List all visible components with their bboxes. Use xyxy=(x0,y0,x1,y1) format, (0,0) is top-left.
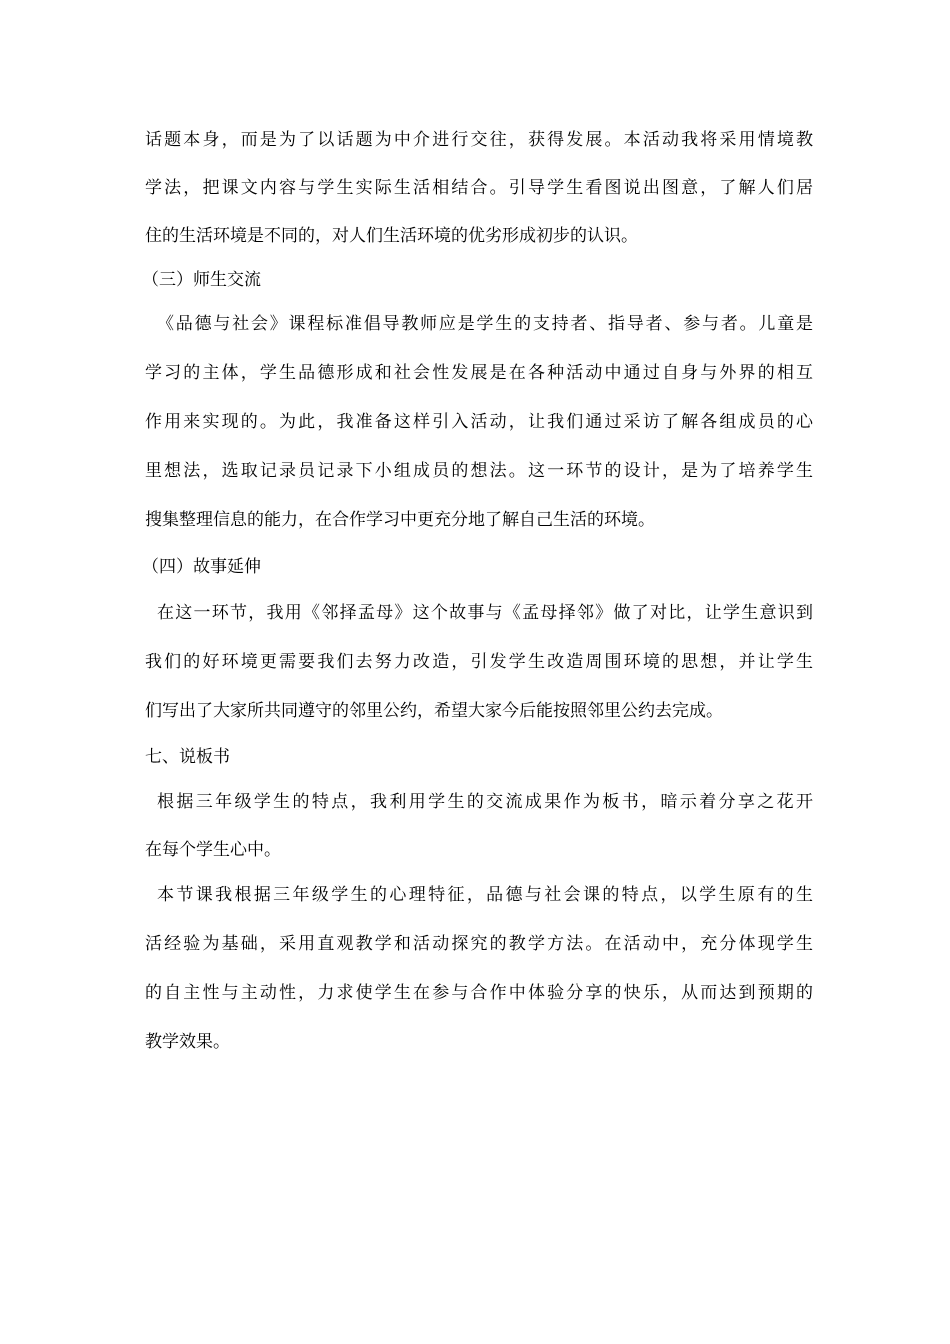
paragraph-1-line-1: 话题本身，而是为了以话题为中介进行交往，获得发展。本活动我将采用情境教 xyxy=(145,130,813,150)
paragraph-3-line-1: 在这一环节，我用《邻择孟母》这个故事与《孟母择邻》做了对比，让学生意识到 xyxy=(157,603,813,623)
section-heading-blackboard-design: 七、说板书 xyxy=(145,747,230,767)
paragraph-1-line-3: 住的生活环境是不同的，对人们生活环境的优劣形成初步的认识。 xyxy=(145,226,638,246)
paragraph-2-line-4: 里想法，选取记录员记录下小组成员的想法。这一环节的设计，是为了培养学生 xyxy=(145,461,813,481)
section-heading-teacher-student-exchange: （三）师生交流 xyxy=(142,270,261,290)
paragraph-5-line-3: 的自主性与主动性，力求使学生在参与合作中体验分享的快乐，从而达到预期的 xyxy=(145,983,813,1003)
paragraph-3-line-3: 们写出了大家所共同遵守的邻里公约，希望大家今后能按照邻里公约去完成。 xyxy=(145,701,723,721)
paragraph-2-line-2: 学习的主体，学生品德形成和社会性发展是在各种活动中通过自身与外界的相互 xyxy=(145,363,813,383)
paragraph-4-line-1: 根据三年级学生的特点，我利用学生的交流成果作为板书，暗示着分享之花开 xyxy=(157,792,813,812)
paragraph-1-line-2: 学法，把课文内容与学生实际生活相结合。引导学生看图说出图意，了解人们居 xyxy=(145,178,813,198)
section-heading-story-extension: （四）故事延伸 xyxy=(142,557,261,577)
paragraph-2-line-5: 搜集整理信息的能力，在合作学习中更充分地了解自己生活的环境。 xyxy=(145,510,655,530)
paragraph-2-line-3: 作用来实现的。为此，我准备这样引入活动，让我们通过采访了解各组成员的心 xyxy=(145,412,813,432)
paragraph-3-line-2: 我们的好环境更需要我们去努力改造，引发学生改造周围环境的思想，并让学生 xyxy=(145,652,813,672)
paragraph-2-line-1: 《品德与社会》课程标准倡导教师应是学生的支持者、指导者、参与者。儿童是 xyxy=(157,314,813,334)
paragraph-5-line-4: 教学效果。 xyxy=(145,1032,230,1052)
paragraph-5-line-2: 活经验为基础，采用直观教学和活动探究的教学方法。在活动中，充分体现学生 xyxy=(145,934,813,954)
paragraph-4-line-2: 在每个学生心中。 xyxy=(145,840,281,860)
paragraph-5-line-1: 本节课我根据三年级学生的心理特征，品德与社会课的特点，以学生原有的生 xyxy=(157,885,813,905)
